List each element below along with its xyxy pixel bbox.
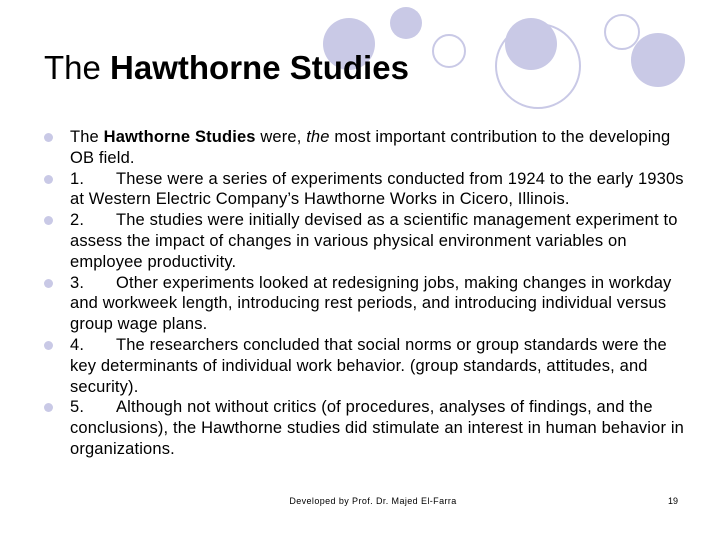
bullet-text: Other experiments looked at redesigning jobs, making changes in workday and workweek length, introducing rest periods, and introducing individual versus group wage plans. xyxy=(70,273,672,334)
bullet-item xyxy=(44,169,684,211)
bullet-dot-icon xyxy=(44,403,53,412)
bullet-text-middle: were, xyxy=(255,128,307,146)
decorative-circle xyxy=(505,18,557,70)
bullet-dot-icon xyxy=(44,175,53,184)
bullet-item xyxy=(44,210,684,272)
footer-credit: Developed by Prof. Dr. Majed El-Farra xyxy=(289,496,457,506)
bullet-item xyxy=(44,127,684,169)
bullet-text-lead: The xyxy=(70,128,104,146)
bullet-text: These were a series of experiments conducted from 1924 to the early 1930s at Western Electric Company’s Hawthorne Works in Cicero, Illinois. xyxy=(70,169,684,209)
bullet-item xyxy=(44,397,684,459)
bullet-dot-icon xyxy=(44,216,53,225)
bullet-item xyxy=(44,273,684,335)
page-number: 19 xyxy=(667,496,678,506)
bullet-dot-icon xyxy=(44,133,53,142)
decorative-circle xyxy=(433,35,465,67)
bullet-number: 2. xyxy=(70,211,85,230)
bullet-number: 4. xyxy=(70,335,85,354)
slide-title xyxy=(44,46,409,90)
bullet-list xyxy=(44,127,684,460)
bullet-dot-icon xyxy=(44,341,53,350)
title-regular: The xyxy=(44,49,111,86)
bullet-text-bold: Hawthorne Studies xyxy=(103,128,256,146)
bullet-item xyxy=(44,335,684,397)
bullet-text-italic: the xyxy=(306,128,330,146)
decorative-circle xyxy=(631,33,685,87)
bullet-text: The researchers concluded that social norms or group standards were the key determinants of individual work behavior. (group standards, attitudes, and security). xyxy=(70,335,667,396)
decorative-circle xyxy=(605,15,639,49)
bullet-number: 3. xyxy=(70,273,85,292)
bullet-text-rest: most important contribution to the developing OB field. xyxy=(70,128,671,167)
bullet-number: 1. xyxy=(70,169,85,188)
bullet-text: Although not without critics (of procedures, analyses of findings, and the conclusions), the Hawthorne studies did stimulate an interest in human behavior in organizations. xyxy=(70,398,684,458)
decorative-circle xyxy=(390,7,422,39)
bullet-dot-icon xyxy=(44,279,53,288)
bullet-text: The studies were initially devised as a scientific management experiment to assess the impact of changes in various physical environment variables on employee productivity. xyxy=(70,211,678,271)
title-bold: Hawthorne Studies xyxy=(110,49,409,86)
bullet-number: 5. xyxy=(70,398,85,417)
